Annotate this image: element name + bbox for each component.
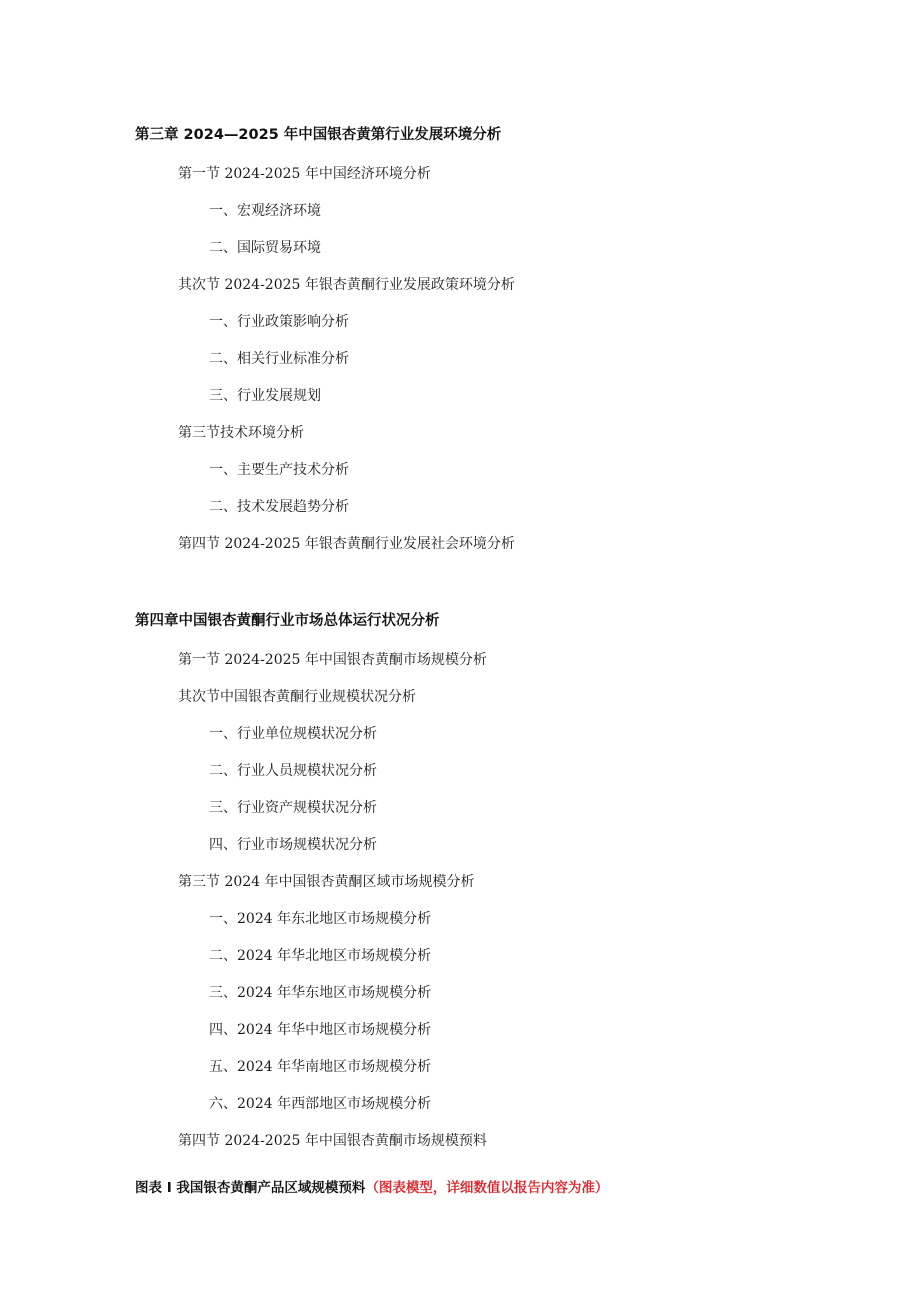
section-heading: 第四节 2024-2025 年中国银杏黄酮市场规模预料 [178,1133,487,1149]
toc-item: 二、国际贸易环境 [209,240,321,256]
toc-item: 一、宏观经济环境 [209,203,321,219]
section-heading: 第四节 2024-2025 年银杏黄酮行业发展社会环境分析 [178,536,515,552]
section-heading: 第三节 2024 年中国银杏黄酮区域市场规模分析 [178,874,475,890]
section-heading: 其次节 2024-2025 年银杏黄酮行业发展政策环境分析 [178,277,515,293]
toc-item: 三、行业资产规模状况分析 [209,800,377,816]
toc-item: 三、2024 年华东地区市场规模分析 [209,985,432,1001]
section-heading: 第一节 2024-2025 年中国经济环境分析 [178,166,431,182]
toc-item: 三、行业发展规划 [209,388,321,404]
toc-item: 二、技术发展趋势分析 [209,499,349,515]
figure-caption-label: 图表 I 我国银杏黄酮产品区域规模预料 [135,1180,366,1196]
toc-item: 四、2024 年华中地区市场规模分析 [209,1022,432,1038]
chapter-4-heading: 第四章中国银杏黄酮行业市场总体运行状况分析 [135,613,440,629]
toc-item: 一、行业单位规模状况分析 [209,726,377,742]
section-heading: 第一节 2024-2025 年中国银杏黄酮市场规模分析 [178,652,487,668]
figure-caption [135,1179,608,1197]
section-heading: 其次节中国银杏黄酮行业规模状况分析 [178,689,416,705]
toc-item: 二、相关行业标准分析 [209,351,349,367]
chapter-3-heading: 第三章 2024—2025 年中国银杏黄第行业发展环境分析 [135,127,502,143]
section-heading: 第三节技术环境分析 [178,425,304,441]
toc-item: 四、行业市场规模状况分析 [209,837,377,853]
toc-item: 二、2024 年华北地区市场规模分析 [209,948,432,964]
toc-item: 五、2024 年华南地区市场规模分析 [209,1059,432,1075]
toc-item: 六、2024 年西部地区市场规模分析 [209,1096,432,1112]
toc-item: 一、2024 年东北地区市场规模分析 [209,911,432,927]
toc-item: 一、主要生产技术分析 [209,462,349,478]
toc-item: 二、行业人员规模状况分析 [209,763,377,779]
toc-item: 一、行业政策影响分析 [209,314,349,330]
figure-caption-note: （图表模型，详细数值以报告内容为准） [365,1180,609,1196]
